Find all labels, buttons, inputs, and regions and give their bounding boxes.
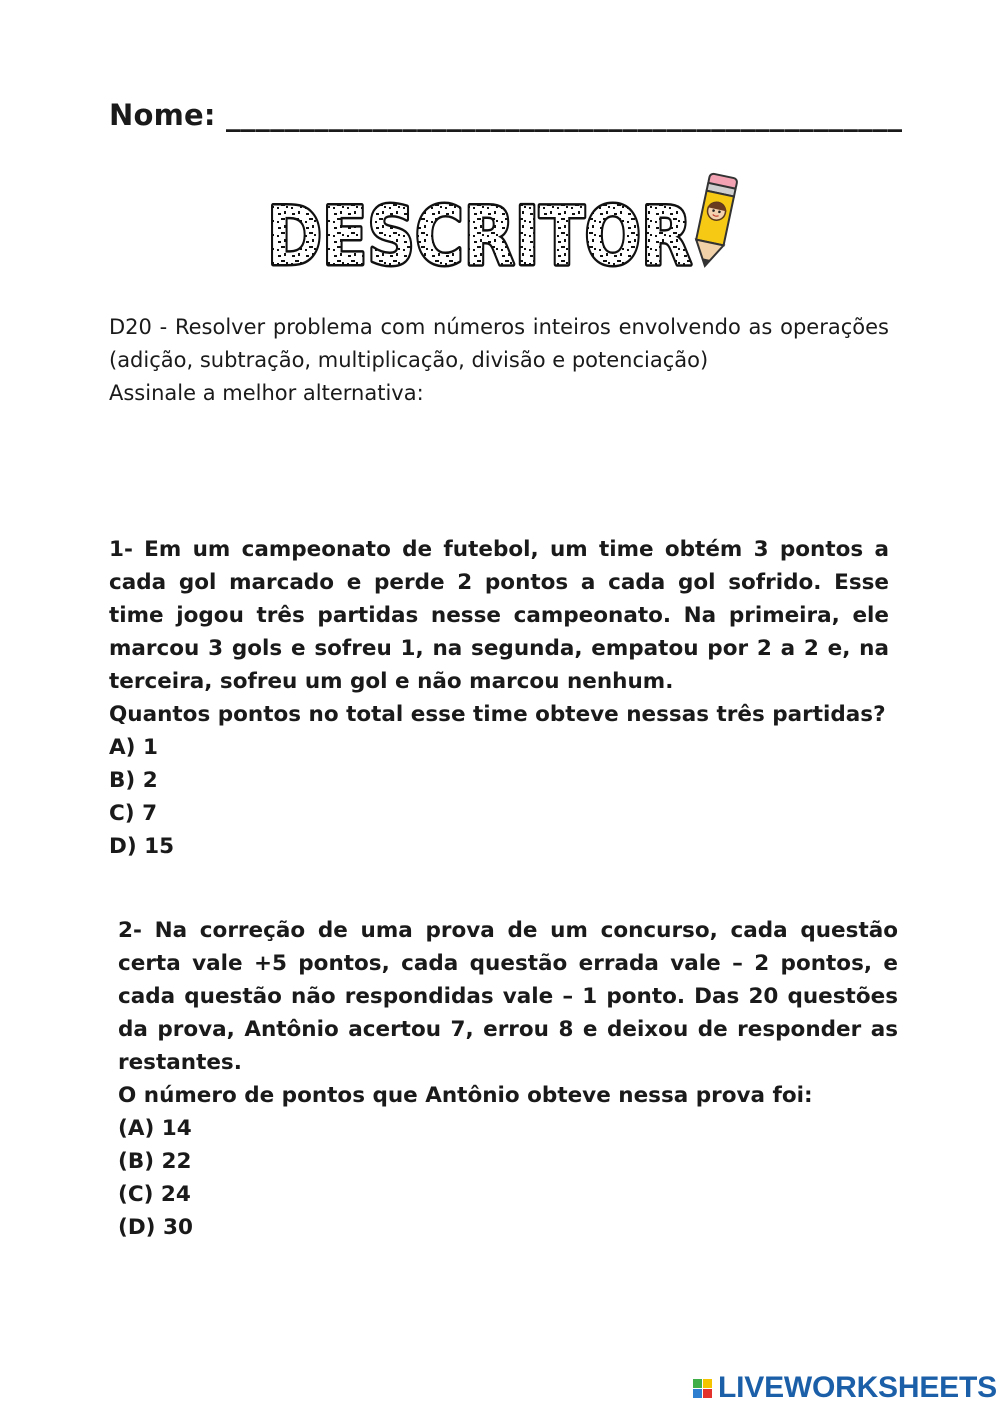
question-2-option-c[interactable]: (C) 24 <box>118 1182 191 1207</box>
descritor-logo <box>262 168 762 278</box>
liveworksheets-brand-text: LIVEWORKSHEETS <box>718 1371 997 1404</box>
name-field-label: Nome: ______________________________________________ <box>109 98 903 132</box>
question-1-prompt: Quantos pontos no total esse time obteve nessas três partidas? <box>109 702 886 727</box>
question-2-option-b[interactable]: (B) 22 <box>118 1149 192 1174</box>
question-2 <box>118 914 898 1244</box>
question-1-option-d[interactable]: D) 15 <box>109 834 175 859</box>
question-2-option-a[interactable]: (A) 14 <box>118 1116 192 1141</box>
question-2-prompt: O número de pontos que Antônio obteve nessa prova foi: <box>118 1083 813 1108</box>
instruction-text: Assinale a melhor alternativa: <box>109 381 424 405</box>
descritor-title-text: DESCRITOR <box>267 190 692 278</box>
question-1-text: 1- Em um campeonato de futebol, um time obtém 3 pontos a cada gol marcado e perde 2 pontos a cada gol sofrido. Esse time jogou três partidas nesse campeonato. Na primeira, ele marcou 3 gols e sofreu 1, na segunda, empatou por 2 a 2 e, na terceira, sofreu um gol e não marcou nenhum. <box>109 537 889 694</box>
descritor-title-art <box>262 168 762 278</box>
question-1 <box>109 533 889 863</box>
question-2-text: 2- Na correção de uma prova de um concurso, cada questão certa vale +5 pontos, cada questão errada vale – 2 pontos, e cada questão não respondidas vale – 1 ponto. Das 20 questões da prova, Antônio acertou 7, errou 8 e deixou de responder as restantes. <box>118 918 898 1075</box>
liveworksheets-logo-icon <box>692 1370 714 1406</box>
question-2-option-d[interactable]: (D) 30 <box>118 1215 193 1240</box>
question-1-option-a[interactable]: A) 1 <box>109 735 158 760</box>
descriptor-text: D20 - Resolver problema com números inteiros envolvendo as operações (adição, subtração, multiplicação, divisão e potenciação) <box>109 315 889 372</box>
question-1-option-c[interactable]: C) 7 <box>109 801 158 826</box>
question-1-option-b[interactable]: B) 2 <box>109 768 158 793</box>
pencil-mascot-icon <box>691 173 738 269</box>
